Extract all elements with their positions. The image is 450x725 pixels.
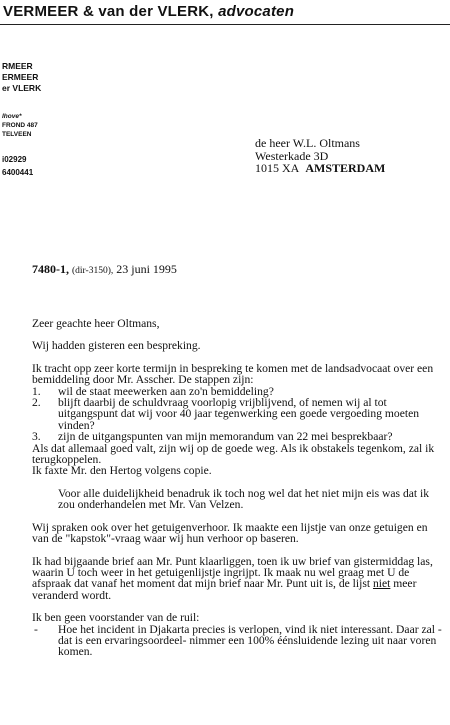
address-line: lhove*	[2, 113, 22, 120]
phone-number: i02929	[2, 155, 27, 164]
partner-name: ERMEER	[2, 72, 39, 82]
recipient-city-line	[255, 162, 385, 175]
bullet-marker: -	[34, 622, 38, 636]
paragraph: Ik tracht opp zeer korte termijn in bespreking te komen met de landsadvocaat over een bemiddeling door Mr. Asscher. De stappen zijn:	[32, 361, 434, 387]
list-item-text: zijn de uitgangspunten van mijn memorandum van 22 mei besprekbaar?	[58, 430, 393, 444]
bullet-item	[32, 624, 447, 658]
paragraph: Als dat allemaal goed valt, zijn wij op de goede weg. Als ik obstakels tegenkom, zal ik terugkoppelen.	[32, 441, 435, 467]
paragraph: Wij hadden gisteren een bespreking.	[32, 339, 201, 353]
bullet-text: Hoe het incident in Djakarta precies is verlopen, vind ik niet interessant. Daar zal -dat is een ervaringsoordeel- nimmer een 100% éénsluidende lezing uit naar voren komen.	[58, 622, 442, 659]
paragraph: Ik ben geen voorstander van de ruil:	[32, 611, 200, 625]
list-marker: 3.	[32, 430, 41, 444]
phone-number: 6400441	[2, 168, 34, 177]
recipient-name: de heer W.L. Oltmans	[255, 136, 360, 150]
recipient-city: AMSTERDAM	[305, 161, 386, 175]
firm-address	[2, 112, 38, 139]
partner-names	[2, 61, 41, 94]
address-line: TELVEEN	[2, 131, 32, 138]
letter-body	[32, 318, 447, 658]
paragraph-text: Ik had bijgaande brief aan Mr. Punt klaarliggen, toen ik uw brief van gistermiddag las, waarin U toch weer in het getuigenlijstje ingrijpt. Ik maak nu wel graag met U de afspraak dat vanaf het moment dat mijn brief naar Mr. Punt uit is, de lijst	[32, 554, 433, 591]
paragraph: Wij spraken ook over het getuigenverhoor. Ik maakte een lijstje van onze getuigen en van de "kapstok"-vraag waar wij hun verhoor op baseren.	[32, 520, 428, 546]
partner-name: er VLERK	[2, 83, 42, 93]
underlined-word: niet	[372, 577, 391, 591]
list-item-text: wil de staat meewerken aan zo'n bemiddeling?	[58, 384, 274, 398]
list-item-text: blijft daarbij de schuldvraag voorlopig vrijblijvend, of nemen wij al tot uitgangspunt dat wij voor 40 jaar tegenwerking een goede vergoeding moeten vinden?	[58, 396, 420, 432]
firm-letterhead	[3, 3, 294, 20]
recipient-postcode: 1015 XA	[255, 161, 300, 175]
list-marker: 1.	[32, 384, 41, 398]
letterhead-rule	[0, 24, 450, 25]
salutation: Zeer geachte heer Oltmans,	[32, 317, 160, 330]
list-item	[32, 431, 447, 442]
paragraph-text: meer veranderd wordt.	[32, 577, 417, 602]
recipient-street: Westerkade 3D	[255, 148, 329, 163]
list-marker: 2.	[32, 396, 41, 410]
firm-phones	[2, 153, 33, 179]
address-line: FROND 487	[2, 122, 38, 129]
firm-type: advocaten	[218, 3, 295, 20]
reference-line	[32, 262, 177, 277]
paragraph: Ik faxte Mr. den Hertog volgens copie.	[32, 464, 212, 478]
letter-date: 23 juni 1995	[116, 262, 177, 276]
paragraph-indented: Voor alle duidelijkheid benadruk ik toch nog wel dat het niet mijn eis was dat ik zou onderhandelen met Mr. Van Velzen.	[58, 486, 430, 512]
partner-name: RMEER	[2, 61, 33, 71]
list-item	[32, 397, 447, 431]
reference-number: 7480-1,	[32, 262, 69, 276]
recipient-address	[255, 137, 385, 175]
firm-name: VERMEER & van der VLERK,	[3, 3, 214, 20]
paragraph	[32, 556, 447, 602]
reference-dir: (dir-3150),	[72, 266, 114, 276]
